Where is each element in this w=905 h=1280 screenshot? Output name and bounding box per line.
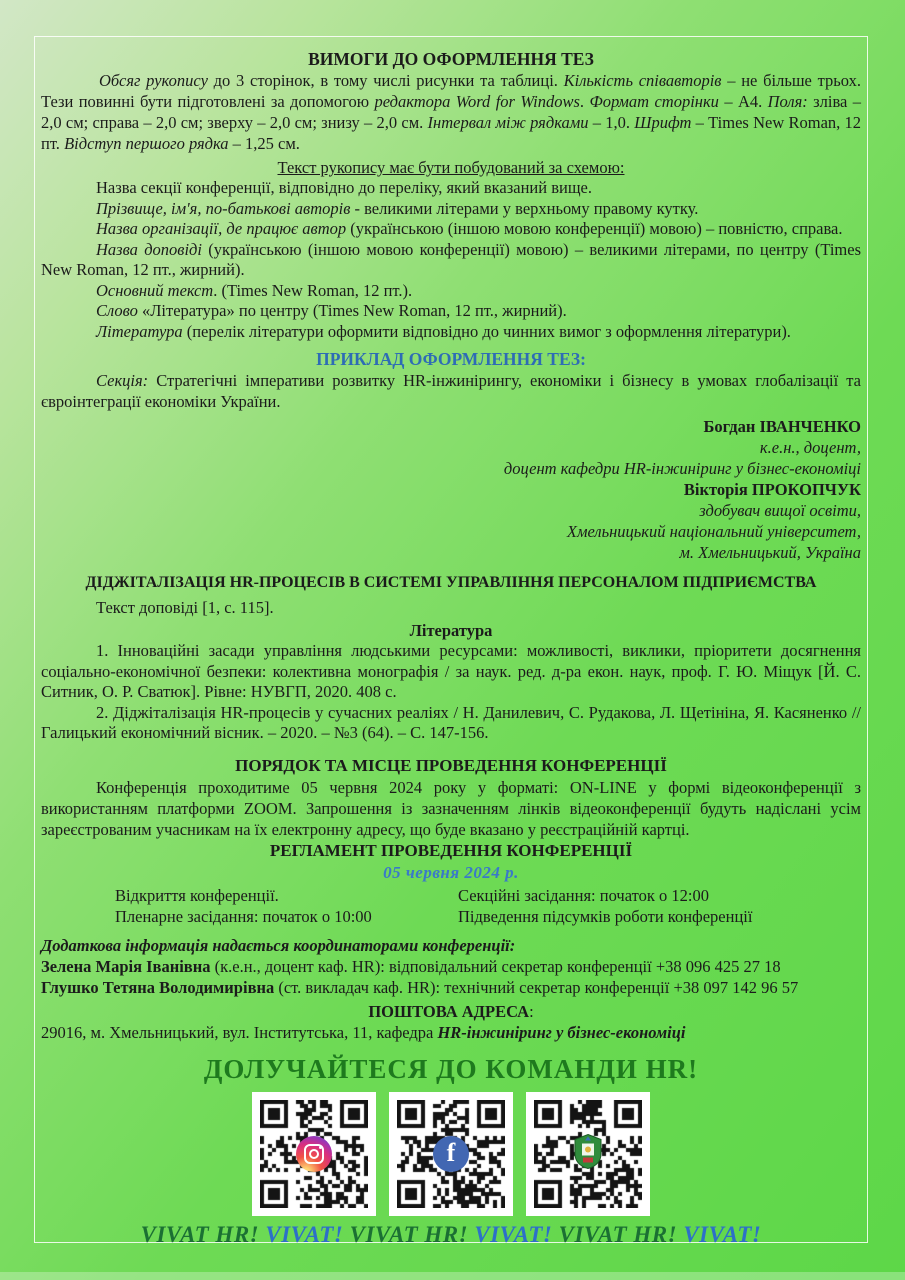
schedule-title: РЕГЛАМЕНТ ПРОВЕДЕННЯ КОНФЕРЕНЦІЇ <box>269 840 633 860</box>
literature-heading: Література <box>409 621 493 640</box>
schedule-item: Секційні засідання: початок о 12:00 <box>458 885 709 905</box>
authors-block <box>41 416 861 563</box>
qr-code-facebook <box>389 1092 513 1216</box>
scheme-item: Основний текст. (Times New Roman, 12 пт.). <box>96 280 413 300</box>
instagram-icon <box>296 1136 332 1172</box>
university-crest-icon <box>573 1133 603 1174</box>
schedule-date: 05 червня 2024 р. <box>383 862 519 882</box>
postal-heading: ПОШТОВА АДРЕСА: <box>368 1001 534 1021</box>
scheme-item: Слово «Література» по центру (Times New Roman, 12 пт., жирний). <box>96 301 567 320</box>
reference-item: 2. Діджіталізація HR-процесів у сучасних реаліях / Н. Данилевич, С. Рудакова, Л. Щетініна, Я. Касяненко // Галицький економічний вісник. – 2020. – №3 (64). – С. 147-156. <box>41 702 861 742</box>
join-title: ДОЛУЧАЙТЕСЯ ДО КОМАНДИ HR! <box>203 1053 699 1084</box>
schedule-columns <box>41 885 861 927</box>
author-name: Вікторія ПРОКОПЧУК <box>683 480 861 499</box>
qr-code-university <box>526 1092 650 1216</box>
content-frame <box>34 36 868 1247</box>
thesis-title: ДІДЖІТАЛІЗАЦІЯ HR-ПРОЦЕСІВ В СИСТЕМІ УПРАВЛІННЯ ПЕРСОНАЛОМ ПІДПРИЄМСТВА <box>85 574 817 591</box>
author-affiliation: доцент кафедри HR-інжиніринг у бізнес-економіці <box>503 459 861 478</box>
author-name: Богдан ІВАНЧЕНКО <box>703 417 861 436</box>
scheme-heading: Текст рукопису має бути побудований за схемою: <box>277 158 625 177</box>
venue-title: ПОРЯДОК ТА МІСЦЕ ПРОВЕДЕННЯ КОНФЕРЕНЦІЇ <box>235 755 667 775</box>
section-paragraph: Секція: Стратегічні імперативи розвитку HR-інжинірингу, економіки і бізнесу в умовах глобалізації та євроінтеграції економіки України. <box>41 371 861 411</box>
schedule-item: Пленарне засідання: початок о 10:00 <box>115 906 372 926</box>
facebook-icon: f <box>433 1136 469 1172</box>
scheme-item: Назва доповіді (українською (іншою мовою конференції) мовою) – великими літерами, по центру (Times New Roman, 12 пт., жирний). <box>41 239 861 279</box>
author-affiliation: здобувач вищої освіти, <box>699 501 861 520</box>
requirements-paragraph: Обсяг рукопису до 3 сторінок, в тому числі рисунки та таблиці. Кількість співавторів – не більше трьох. Тези повинні бути підготовлені за допомогою редактора Word for Windows. Формат сторінки – А4. Поля: зліва – 2,0 см; справа – 2,0 см; зверху – 2,0 см; знизу – 2,0 см. Інтервал між рядками – 1,0. Шрифт – Times New Roman, 12 пт. Відступ першого рядка – 1,25 см. <box>41 71 862 153</box>
postal-address: 29016, м. Хмельницький, вул. Інститутська, 11, кафедра HR-інжиніринг у бізнес-економіці <box>41 1022 686 1042</box>
reference-item: 1. Інноваційні засади управління людськими ресурсами: можливості, виклики, пріоритети досягнення соціально-економічної безпеки: колективна монографія / за наук. ред. д-ра екон. наук, проф. Г. Ю. Міщук [Й. С. Ситник, О. Р. Сватюк]. Рівне: НУВГП, 2020. 408 с. <box>41 641 861 701</box>
requirements-title: ВИМОГИ ДО ОФОРМЛЕННЯ ТЕЗ <box>308 49 594 69</box>
coordinators-heading: Додаткова інформація надається координаторами конференції: <box>41 935 516 955</box>
author-affiliation: Хмельницький національний університет, <box>566 522 861 541</box>
thesis-body: Текст доповіді [1, с. 115]. <box>96 598 274 617</box>
scheme-item: Назва секції конференції, відповідно до переліку, який вказаний вище. <box>96 178 592 197</box>
schedule-item: Відкриття конференції. <box>115 885 279 905</box>
schedule-item: Підведення підсумків роботи конференції <box>458 906 753 926</box>
qr-code-instagram <box>252 1092 376 1216</box>
vivat-slogan: VIVAT HR! VIVAT! VIVAT HR! VIVAT! VIVAT HR! VIVAT! <box>140 1221 762 1247</box>
qr-codes-row <box>41 1092 861 1216</box>
scheme-item: Прізвище, ім'я, по-батькові авторів - великими літерами у верхньому правому кутку. <box>96 198 699 218</box>
scheme-item: Література (перелік літератури оформити відповідно до чинних вимог з оформлення літератури). <box>96 321 791 341</box>
scheme-item: Назва організації, де працює автор (українською (іншою мовою конференції) мовою) – повністю, справа. <box>96 219 843 238</box>
venue-paragraph: Конференція проходитиме 05 червня 2024 року у форматі: ON-LINE у формі відеоконференції з використанням платформи ZOOM. Запрошення із зазначенням лінків відеоконференції будуть надіслані усім зареєстрованим учасникам на їх електронну адресу, що буде вказано у реєстраційній картці. <box>41 777 861 839</box>
coordinator-line: Зелена Марія Іванівна (к.е.н., доцент каф. HR): відповідальний секретар конференції +38 096 425 27 18 <box>41 956 781 976</box>
author-affiliation: к.е.н., доцент, <box>759 438 861 457</box>
schedule-right-column <box>458 885 861 927</box>
author-affiliation: м. Хмельницький, Україна <box>679 543 861 562</box>
example-heading: ПРИКЛАД ОФОРМЛЕННЯ ТЕЗ: <box>316 349 586 369</box>
coordinator-line: Глушко Тетяна Володимирівна (ст. викладач каф. HR): технічний секретар конференції +38 097 142 96 57 <box>41 977 799 997</box>
schedule-left-column <box>115 885 458 927</box>
